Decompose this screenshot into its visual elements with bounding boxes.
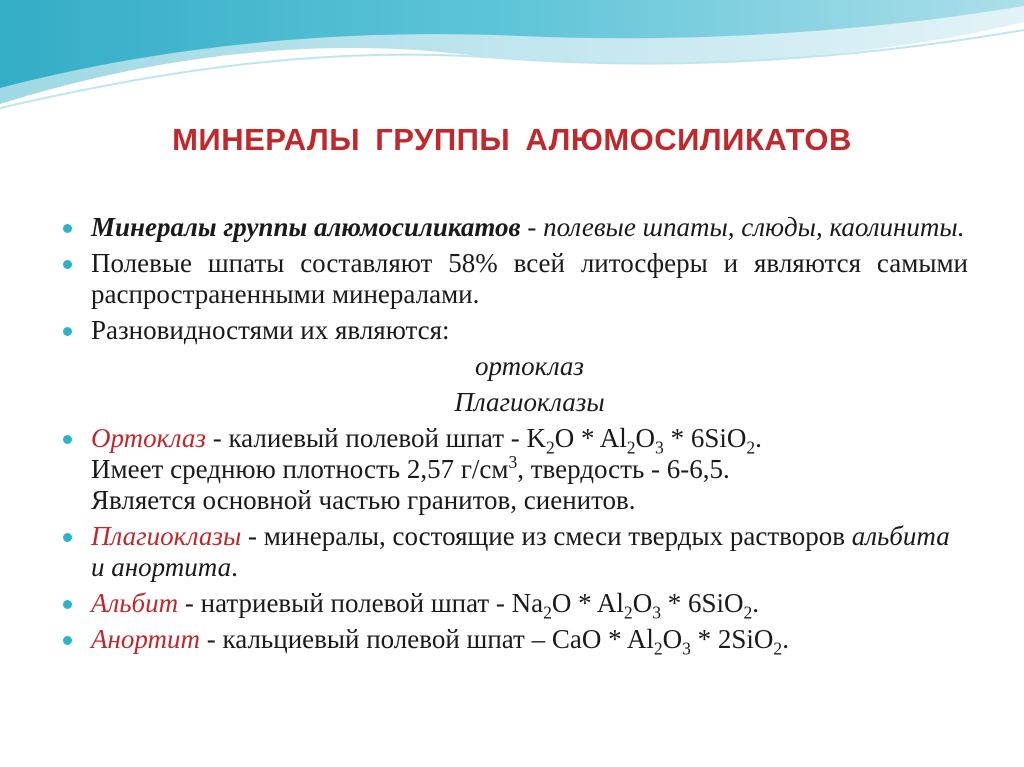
variety-orthoclase: ортоклаз [475, 351, 584, 381]
list-item-anorthite [62, 624, 968, 659]
item-text: - минералы, состоящие из смеси твердых растворов [241, 521, 852, 551]
bullet-icon [63, 533, 72, 542]
term-orthoclase: Ортоклаз [91, 423, 206, 453]
term-anorthite: Анортит [91, 624, 201, 654]
formula-subscript: 2 [653, 638, 663, 659]
item-text-italic: альбита и анортита [91, 521, 950, 582]
wave-banner [0, 0, 1024, 120]
formula-text: - калиевый полевой шпат - K [205, 423, 546, 453]
term-plagioclase: Плагиоклазы [91, 521, 242, 551]
formula-subscript: 3 [655, 437, 664, 458]
item-text: - полевые шпаты, слюды, каолиниты. [520, 212, 965, 242]
formula-subscript: 3 [652, 602, 661, 623]
page-title: МИНЕРАЛЫ ГРУППЫ АЛЮМОСИЛИКАТОВ [172, 122, 852, 157]
formula-subscript: 2 [546, 437, 555, 458]
formula-text: . [782, 624, 789, 654]
hardness-text: , твердость - 6-6,5. [517, 454, 730, 484]
term-albite: Альбит [91, 588, 179, 618]
formula-text: . [755, 423, 762, 453]
formula-subscript: 2 [543, 602, 552, 623]
item-text: Полевые шпаты составляют 58% всей литосферы и являются самыми распространенными минералами. [91, 248, 968, 309]
list-item [62, 315, 968, 346]
formula-text: . [752, 588, 759, 618]
list-item-albite [62, 588, 968, 623]
formula-text: O [662, 624, 683, 654]
bullet-icon [63, 636, 72, 645]
formula-subscript: 2 [773, 638, 783, 659]
formula-subscript: 2 [626, 437, 636, 458]
variety-plagioclase: Плагиоклазы [454, 387, 605, 417]
formula-text: * 6SiO [660, 588, 744, 618]
density-text: Имеет среднюю плотность 2,57 г/см [91, 454, 509, 484]
bullet-icon [63, 327, 72, 336]
formula-text: - натриевый полевой шпат - Na [178, 588, 544, 618]
formula-text: O * Al [551, 588, 624, 618]
formula-subscript: 2 [746, 437, 756, 458]
item-text: Является основной частью гранитов, сиенитов. [91, 485, 636, 515]
formula-subscript: 2 [743, 602, 753, 623]
list-item [62, 248, 968, 310]
term-aluminosilicates: Минералы группы алюмосиликатов [91, 212, 521, 242]
item-text: Разновидностями их являются: [91, 315, 450, 345]
formula-text: * 2SiO [690, 624, 774, 654]
item-text: . [231, 552, 238, 582]
bullet-icon [63, 435, 72, 444]
list-item-plagioclase [62, 521, 968, 583]
bullet-icon [63, 224, 72, 233]
unit-superscript: 3 [508, 452, 518, 472]
formula-subscript: 2 [623, 602, 633, 623]
formula-text: O [632, 588, 653, 618]
formula-subscript: 3 [682, 638, 691, 659]
list-item-orthoclase [62, 423, 968, 516]
formula-text: * 6SiO [663, 423, 747, 453]
formula-text: O * Al [554, 423, 627, 453]
bullet-icon [63, 600, 72, 609]
bullet-icon [63, 260, 72, 269]
list-item [62, 212, 968, 243]
content-body [62, 212, 968, 660]
formula-text: - кальциевый полевой шпат – CaO * Al [200, 624, 654, 654]
formula-text: O [635, 423, 656, 453]
